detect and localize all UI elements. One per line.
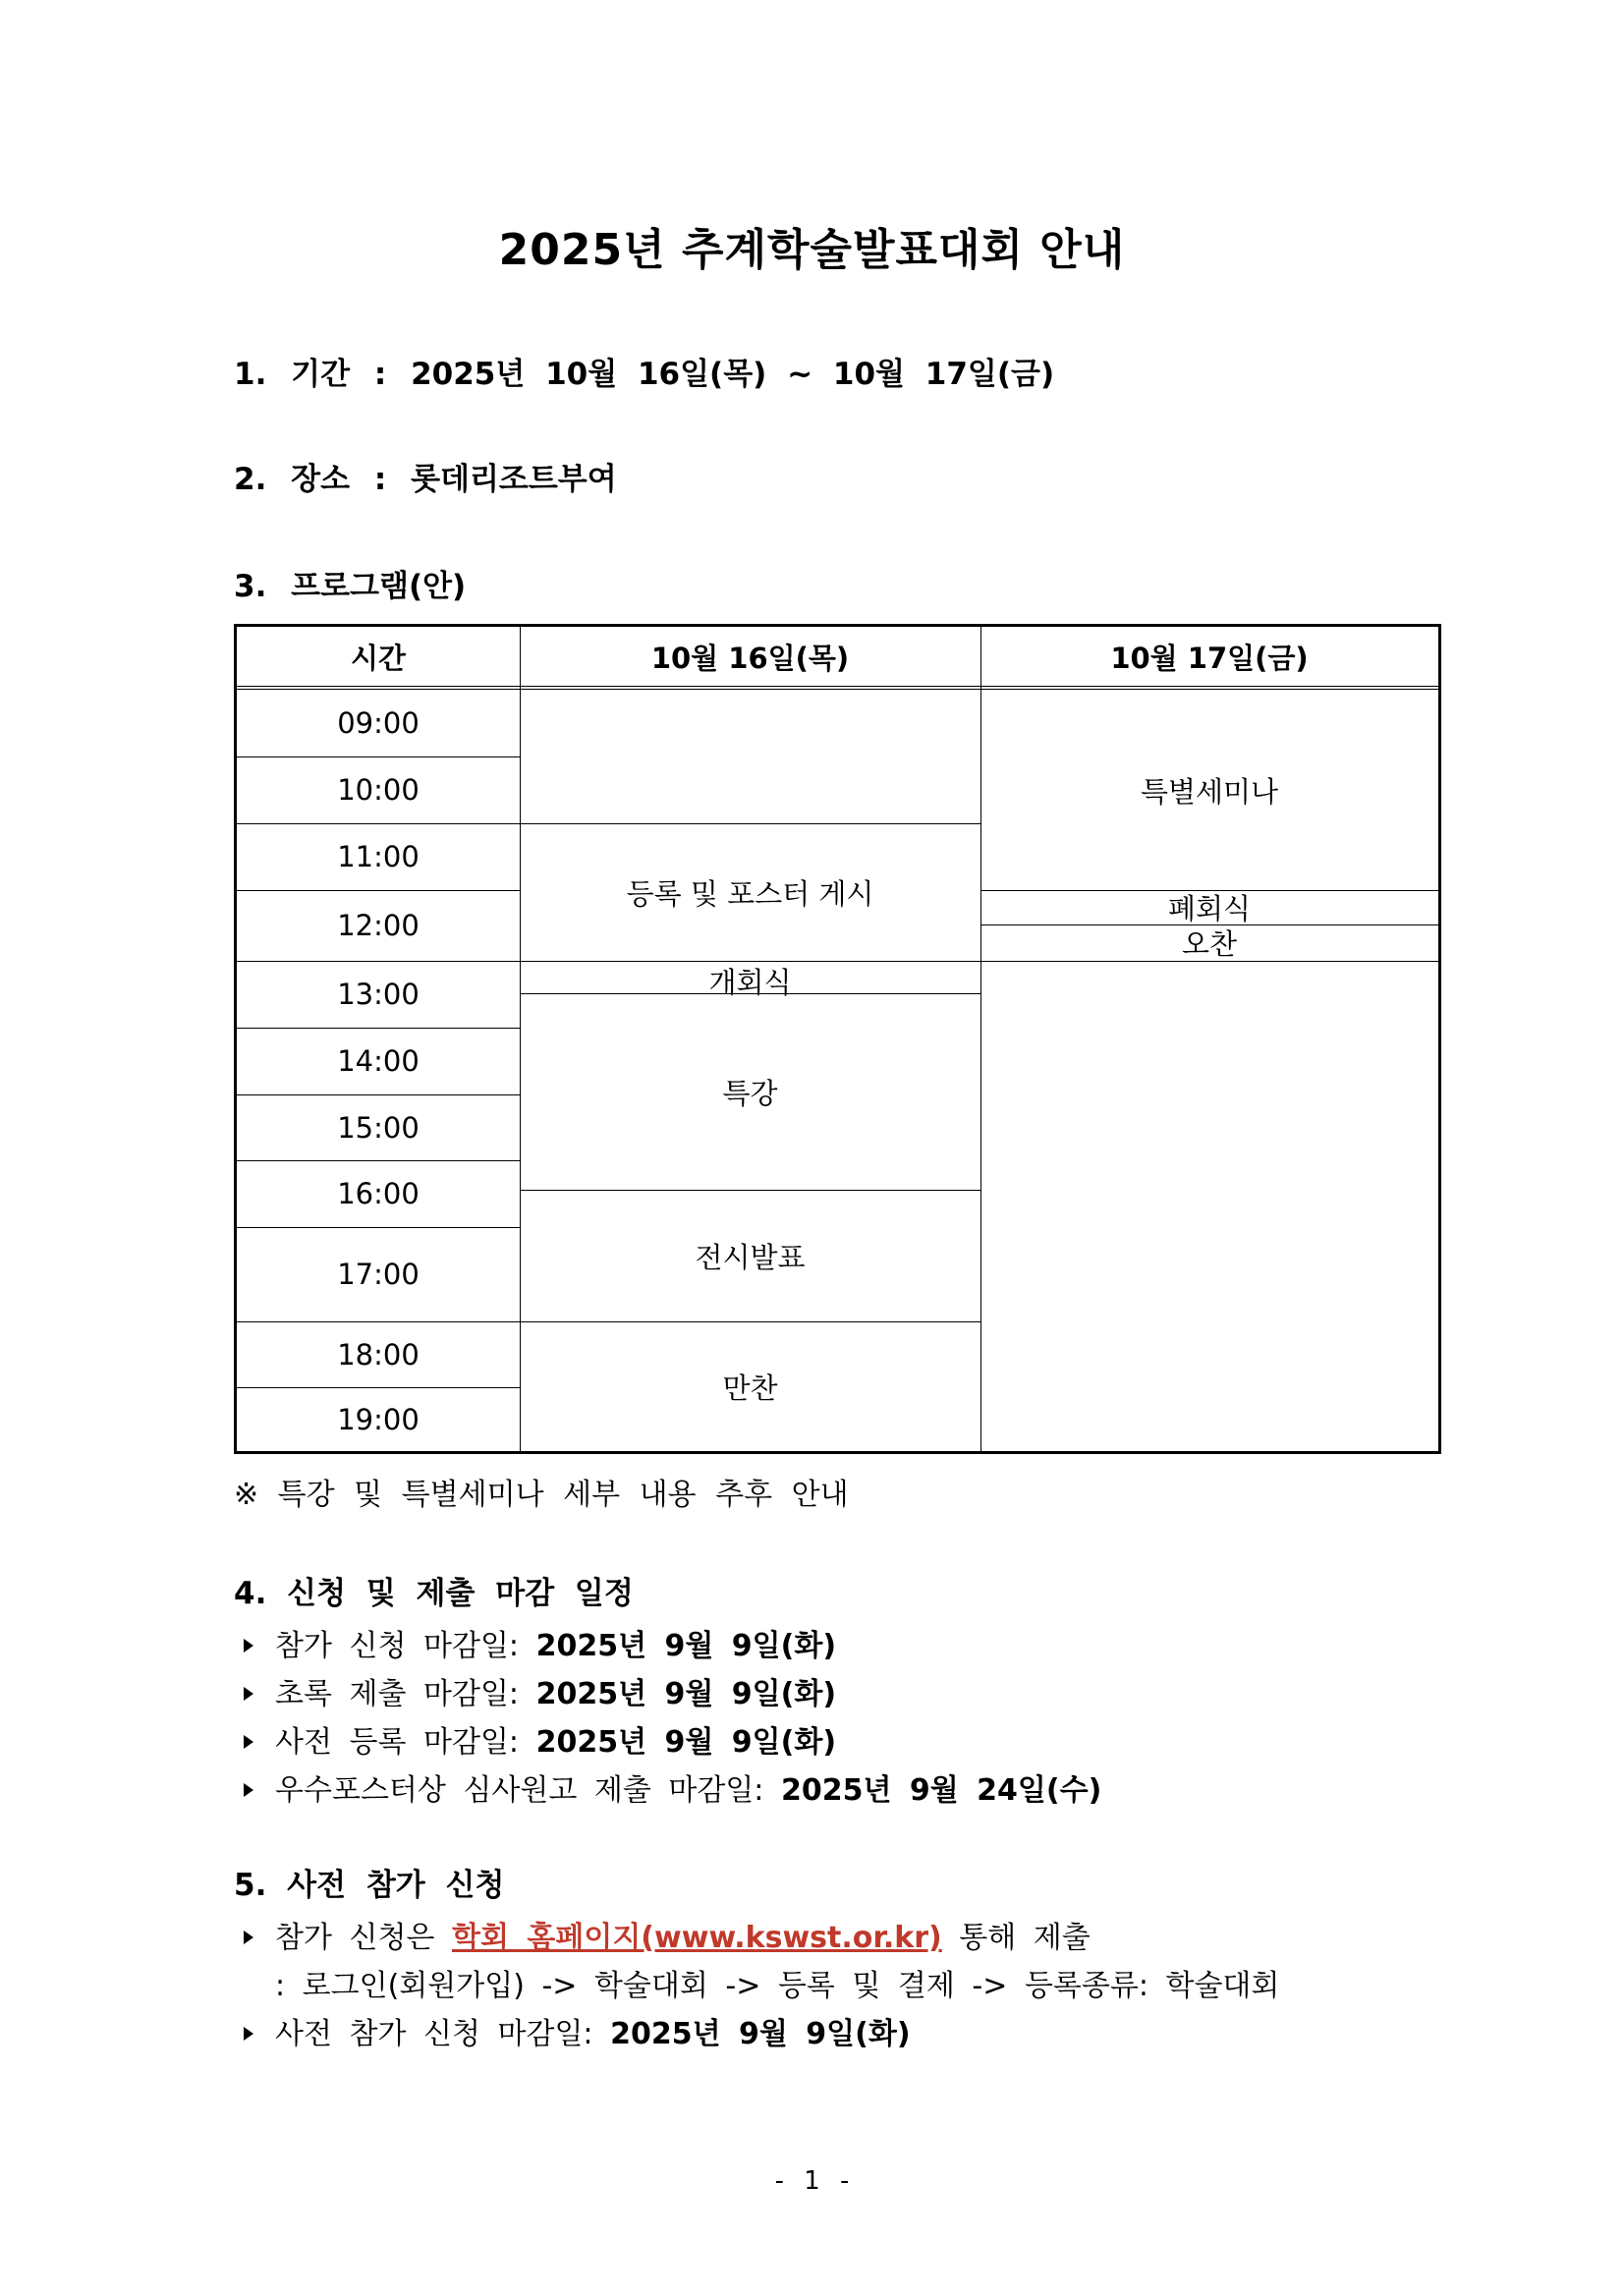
section-label: 기간 — [291, 357, 351, 392]
separator: : — [373, 462, 387, 497]
homepage-link[interactable]: 학회 홈페이지(www.kswst.or.kr) — [451, 1921, 942, 1955]
deadline-label: 우수포스터상 심사원고 제출 마감일: — [275, 1773, 764, 1808]
deadline-date: 2025년 9월 9일(화) — [535, 1629, 837, 1663]
day2-closing: 폐회식 — [1167, 892, 1252, 925]
day2-seminar: 특별세미나 — [1140, 774, 1279, 809]
venue-value: 롯데리조트부여 — [411, 462, 617, 497]
time-cell: 17:00 — [337, 1258, 420, 1291]
section-program — [234, 561, 466, 605]
deadline-label: 초록 제출 마감일: — [275, 1677, 520, 1711]
bullet-triangle-icon — [244, 1687, 253, 1701]
time-cell: 09:00 — [337, 706, 420, 740]
deadline-label: 사전 참가 신청 마감일: — [275, 2017, 593, 2051]
header-day2: 10월 17일(금) — [1110, 641, 1309, 675]
deadline-item — [234, 1621, 836, 1664]
bullet-triangle-icon — [244, 2027, 253, 2041]
section-deadlines-heading: 4. 신청 및 제출 마감 일정 — [234, 1576, 634, 1611]
time-cell: 11:00 — [337, 840, 420, 873]
preregistration-line — [234, 1913, 1091, 1956]
bullet-triangle-icon — [244, 1783, 253, 1797]
deadline-date: 2025년 9월 9일(화) — [535, 1725, 837, 1760]
preregistration-suffix: 통해 제출 — [959, 1921, 1091, 1955]
deadline-item — [234, 1765, 1101, 1809]
row-divider — [980, 961, 1438, 962]
time-cell: 19:00 — [337, 1402, 420, 1436]
preregistration-steps: : 로그인(회원가입) -> 학술대회 -> 등록 및 결제 -> 등록종류: 학술대회 — [275, 1969, 1280, 2003]
time-cell: 12:00 — [337, 909, 420, 942]
deadline-label: 참가 신청 마감일: — [275, 1629, 520, 1663]
separator: : — [373, 357, 387, 392]
time-cell: 15:00 — [337, 1110, 420, 1145]
section-preregistration-heading: 5. 사전 참가 신청 — [234, 1868, 505, 1903]
section-number: 2. — [234, 462, 267, 497]
deadline-label: 사전 등록 마감일: — [275, 1725, 520, 1760]
schedule-note: ※ 특강 및 특별세미나 세부 내용 추후 안내 — [234, 1478, 849, 1512]
time-cell: 10:00 — [337, 773, 420, 807]
time-cell: 18:00 — [337, 1337, 420, 1372]
header-time: 시간 — [350, 641, 407, 675]
deadline-date: 2025년 9월 9일(화) — [535, 1677, 837, 1711]
document-title: 2025년 추계학술발표대회 안내 — [498, 225, 1126, 275]
page-number: - 1 - — [774, 2166, 850, 2196]
bullet-triangle-icon — [244, 1735, 253, 1749]
bullet-triangle-icon — [244, 1639, 253, 1652]
schedule-table — [234, 624, 1441, 1454]
header-day1: 10월 16일(목) — [650, 641, 850, 675]
period-value: 2025년 10월 16일(목) ~ 10월 17일(금) — [411, 357, 1055, 392]
section-number: 1. — [234, 357, 267, 392]
preregistration-prefix: 참가 신청은 — [275, 1921, 435, 1955]
section-label: 장소 — [291, 462, 351, 497]
deadline-item — [234, 1717, 836, 1761]
deadline-item — [234, 1669, 836, 1712]
day1-registration: 등록 및 포스터 게시 — [626, 876, 874, 911]
day1-presentation: 전시발표 — [695, 1240, 806, 1274]
day1-dinner: 만찬 — [722, 1371, 778, 1405]
deadline-date: 2025년 9월 24일(수) — [780, 1773, 1102, 1808]
time-cell: 14:00 — [337, 1044, 420, 1078]
section-period — [234, 349, 1054, 393]
deadline-date: 2025년 9월 9일(화) — [610, 2017, 911, 2051]
preregistration-deadline — [234, 2009, 911, 2052]
section-venue — [234, 454, 617, 498]
bullet-triangle-icon — [244, 1931, 253, 1944]
day1-lecture: 특강 — [722, 1076, 778, 1110]
day2-lunch: 오찬 — [1181, 927, 1238, 961]
time-cell: 13:00 — [337, 978, 420, 1011]
day1-opening: 개회식 — [708, 966, 792, 999]
section-number: 3. — [234, 569, 267, 604]
section-label: 프로그램(안) — [291, 569, 467, 604]
time-cell: 16:00 — [337, 1177, 420, 1210]
